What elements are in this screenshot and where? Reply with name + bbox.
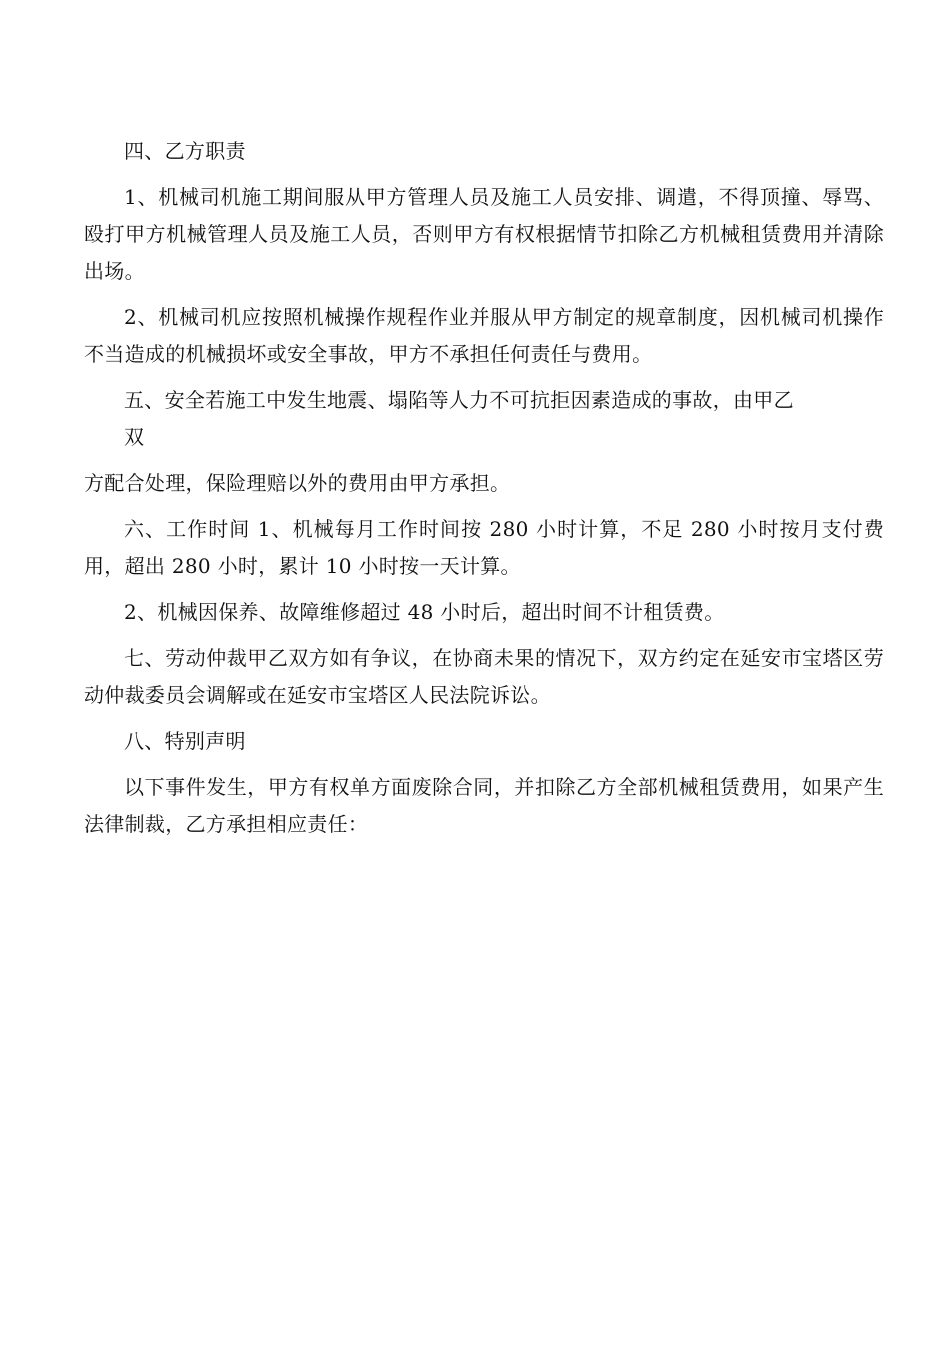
paragraph-maintenance: 2、机械因保养、故障维修超过 48 小时后，超出时间不计租赁费。: [124, 600, 725, 624]
paragraph-safety-line-3: 方配合处理，保险理赔以外的费用由甲方承担。: [84, 471, 511, 495]
paragraph-driver-obedience: 1、机械司机施工期间服从甲方管理人员及施工人员安排、调遣，不得顶撞、辱骂、殴打甲方机械管理人员及施工人员，否则甲方有权根据情节扣除乙方机械租赁费用并清除出场。: [84, 185, 884, 283]
paragraph-working-hours: 六、工作时间 1、机械每月工作时间按 280 小时计算，不足 280 小时按月支付费用，超出 280 小时，累计 10 小时按一天计算。: [84, 517, 884, 578]
section-heading-special-statement: 八、特别声明: [124, 729, 246, 753]
paragraph-labor-arbitration: 七、劳动仲裁甲乙双方如有争议，在协商未果的情况下，双方约定在延安市宝塔区劳动仲裁委员会调解或在延安市宝塔区人民法院诉讼。: [84, 646, 884, 707]
section-heading-party-b-duties: 四、乙方职责: [124, 139, 246, 163]
paragraph-operating-rules: 2、机械司机应按照机械操作规程作业并服从甲方制定的规章制度，因机械司机操作不当造成的机械损坏或安全事故，甲方不承担任何责任与费用。: [84, 305, 884, 366]
paragraph-termination-events: 以下事件发生，甲方有权单方面废除合同，并扣除乙方全部机械租赁费用，如果产生法律制裁，乙方承担相应责任：: [84, 775, 884, 836]
document-body: [84, 133, 884, 852]
paragraph-safety-line-1: 五、安全若施工中发生地震、塌陷等人力不可抗拒因素造成的事故，由甲乙: [124, 388, 794, 412]
paragraph-safety-line-2: 双: [124, 425, 145, 449]
